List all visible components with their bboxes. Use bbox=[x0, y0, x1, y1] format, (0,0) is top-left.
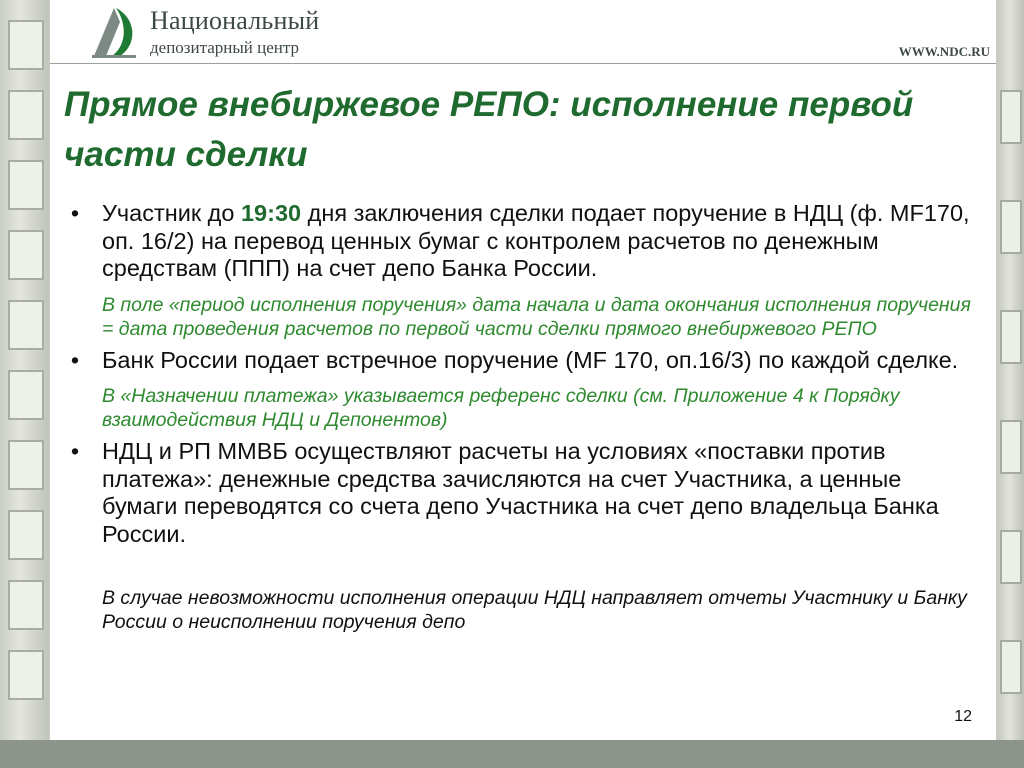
window-decoration bbox=[8, 580, 44, 630]
bullet-note: В поле «период исполнения поручения» дата начала и дата окончания исполнения поручения = дата проведения расчетов по первой части сделки прямого внебиржевого РЕПО bbox=[102, 293, 971, 340]
bullet-dot: • bbox=[70, 346, 80, 373]
building-photo-right bbox=[996, 0, 1024, 768]
slide-title: Прямое внебиржевое РЕПО: исполнение первой части сделки bbox=[64, 85, 914, 174]
window-decoration bbox=[1000, 530, 1022, 584]
window-decoration bbox=[8, 440, 44, 490]
window-decoration bbox=[8, 90, 44, 140]
window-decoration bbox=[8, 510, 44, 560]
slide-content bbox=[60, 200, 980, 634]
window-decoration bbox=[8, 650, 44, 700]
page-number: 12 bbox=[954, 708, 972, 725]
final-note: В случае невозможности исполнения операции НДЦ направляет отчеты Участнику и Банку России о неисполнении поручения депо bbox=[102, 587, 967, 633]
bullet-note: В «Назначении платежа» указывается референс сделки (см. Приложение 4 к Порядку взаимодействия НДЦ и Депонентов) bbox=[102, 385, 900, 431]
window-decoration bbox=[8, 160, 44, 210]
logo-name: Национальный bbox=[150, 6, 320, 35]
bullet-text: НДЦ и РП ММВБ осуществляют расчеты на условиях «поставки против платежа»: денежные средства зачисляются на счет Участника, а ценные бумаги переводятся со счета депо Участника на счет депо владельца Банка России. bbox=[102, 438, 939, 547]
bullet-dot: • bbox=[70, 200, 80, 226]
slide bbox=[50, 0, 996, 740]
window-decoration bbox=[8, 20, 44, 70]
bullet-item bbox=[60, 438, 980, 548]
window-decoration bbox=[1000, 640, 1022, 694]
window-decoration bbox=[1000, 310, 1022, 364]
bullet-text: Банк России подает встречное поручение (MF 170, оп.16/3) по каждой сделке. bbox=[102, 346, 959, 373]
footer-bar bbox=[0, 740, 1024, 768]
ndc-logo-icon bbox=[86, 4, 142, 60]
window-decoration bbox=[8, 370, 44, 420]
window-decoration bbox=[1000, 200, 1022, 254]
deadline-time: 19:30 bbox=[240, 200, 302, 226]
building-photo-left bbox=[0, 0, 50, 768]
bullet-item bbox=[60, 347, 980, 375]
header-divider bbox=[50, 63, 996, 64]
bullet-text: Участник до bbox=[102, 200, 241, 226]
logo-subtitle: депозитарный центр bbox=[150, 38, 300, 57]
bullet-item bbox=[60, 200, 980, 283]
window-decoration bbox=[1000, 420, 1022, 474]
window-decoration bbox=[1000, 90, 1022, 144]
window-decoration bbox=[8, 230, 44, 280]
website-url: WWW.NDC.RU bbox=[898, 44, 990, 59]
bullet-dot: • bbox=[70, 438, 80, 464]
bullet-text: дня заключения сделки подает поручение в НДЦ (ф. MF170, оп. 16/2) на перевод ценных бумаг с контролем расчетов по денежным средствам (ППП) на счет депо Банка России. bbox=[102, 200, 970, 281]
window-decoration bbox=[8, 300, 44, 350]
